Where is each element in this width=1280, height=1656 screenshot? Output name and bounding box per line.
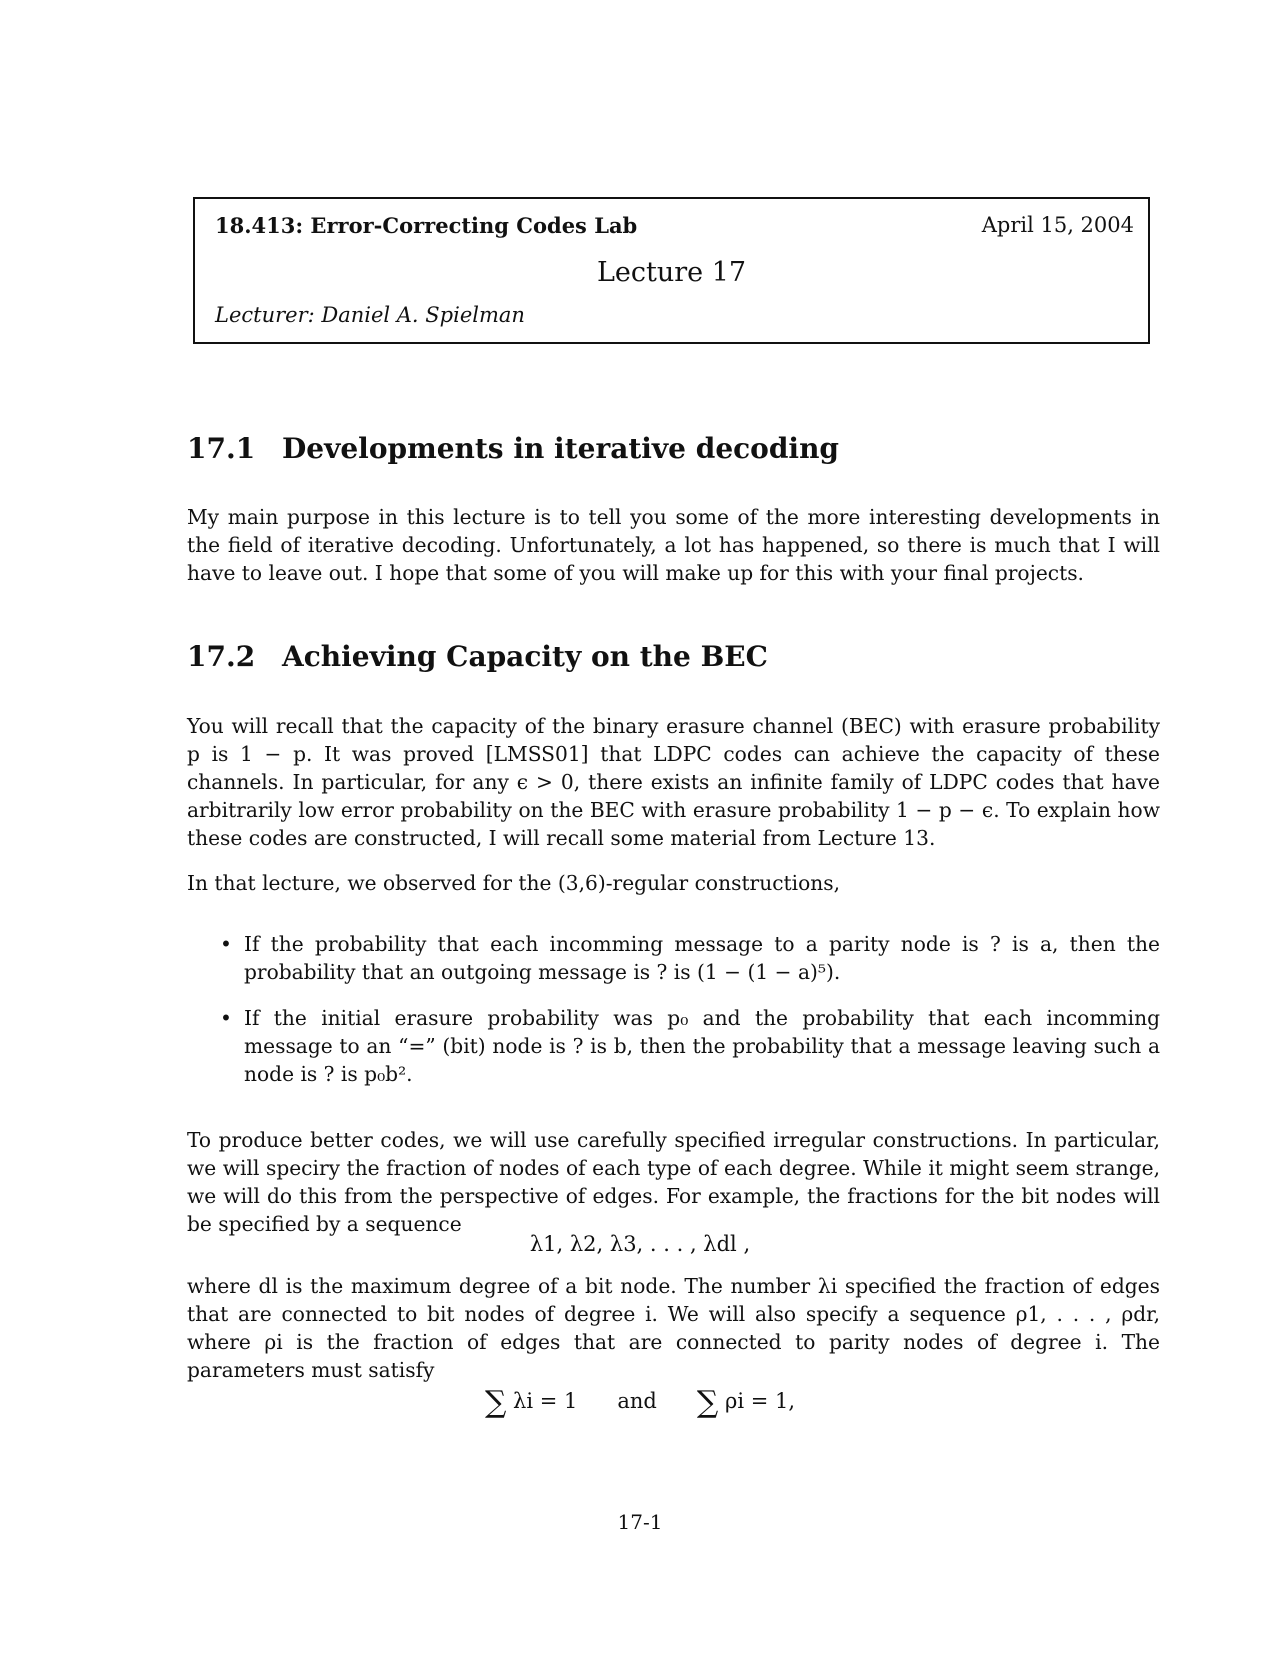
paragraph-lecture-recall: In that lecture, we observed for the (3,6)-regular constructions, [187, 871, 841, 895]
lecturer-name: Lecturer: Daniel A. Spielman [215, 303, 525, 327]
lecture-header-box [193, 197, 1150, 344]
and-connector: and [617, 1389, 657, 1413]
section-heading-17-2 [187, 640, 768, 673]
lecture-date: April 15, 2004 [981, 213, 1134, 237]
paragraph-bec-capacity: You will recall that the capacity of the binary erasure channel (BEC) with erasure probability p is 1 − p. It was proved [LMSS01] that LDPC codes can achieve the capacity of these channels. In particular, for any ϵ > 0, there exists an infinite family of LDPC codes that have arbitrarily low error probability on the BEC with erasure probability 1 − p − ϵ. To explain how these codes are constructed, I will recall some material from Lecture 13. [187, 714, 1160, 850]
list-item: • If the probability that each incomming message to a parity node is ? is a, then the probability that an outgoing message is ? is (1 − (1 − a)⁵). [220, 932, 1160, 984]
bullet-text: If the probability that each incomming message to a parity node is ? is a, then the probability that an outgoing message is ? is (1 − (1 − a)⁵). [244, 932, 1160, 984]
bullet-text: If the initial erasure probability was p₀ and the probability that each incomming message to an “=” (bit) node is ? is b, then the probability that a message leaving such a node is ? is p₀b². [244, 1006, 1160, 1086]
list-item: • If the initial erasure probability was p₀ and the probability that each incomming message to an “=” (bit) node is ? is b, then the probability that a message leaving such a node is ? is p₀b². [220, 1006, 1160, 1086]
sum-symbol: ∑ [696, 1385, 719, 1420]
section-heading-17-1 [187, 432, 839, 465]
section-number: 17.2 [187, 640, 256, 673]
section-title: Developments in iterative decoding [282, 432, 840, 465]
bullet-list [220, 930, 1160, 1106]
paragraph-irregular: To produce better codes, we will use carefully specified irregular constructions. In particular, we will speciry the fraction of nodes of each type of each degree. While it might seem strange, we will do this from the perspective of edges. For example, the fractions for the bit nodes will be specified by a sequence [187, 1128, 1160, 1236]
paragraph-degree-definitions: where dl is the maximum degree of a bit node. The number λi specified the fraction of edges that are connected to bit nodes of degree i. We will also specify a sequence ρ1, . . . , ρdr, where ρi is the fraction of edges that are connected to parity nodes of degree i. The parameters must satisfy [187, 1274, 1160, 1382]
page-number: 17-1 [617, 1510, 663, 1534]
paragraph-intro: My main purpose in this lecture is to tell you some of the more interesting developments in the field of iterative decoding. Unfortunately, a lot has happened, so there is much that I will have to leave out. I hope that some of you will make up for this with your final projects. [187, 505, 1160, 585]
section-title: Achieving Capacity on the BEC [282, 640, 768, 673]
lecture-title: Lecture 17 [596, 257, 747, 288]
sum-lambda: λi = 1 [513, 1389, 578, 1413]
sum-rho: ρi = 1, [725, 1389, 796, 1413]
sum-symbol: ∑ [484, 1385, 507, 1420]
course-title: 18.413: Error-Correcting Codes Lab [215, 213, 638, 238]
section-number: 17.1 [187, 432, 256, 465]
equation-lambda-sequence: λ1, λ2, λ3, . . . , λdl , [529, 1232, 751, 1256]
equation-normalization [0, 1385, 1280, 1420]
